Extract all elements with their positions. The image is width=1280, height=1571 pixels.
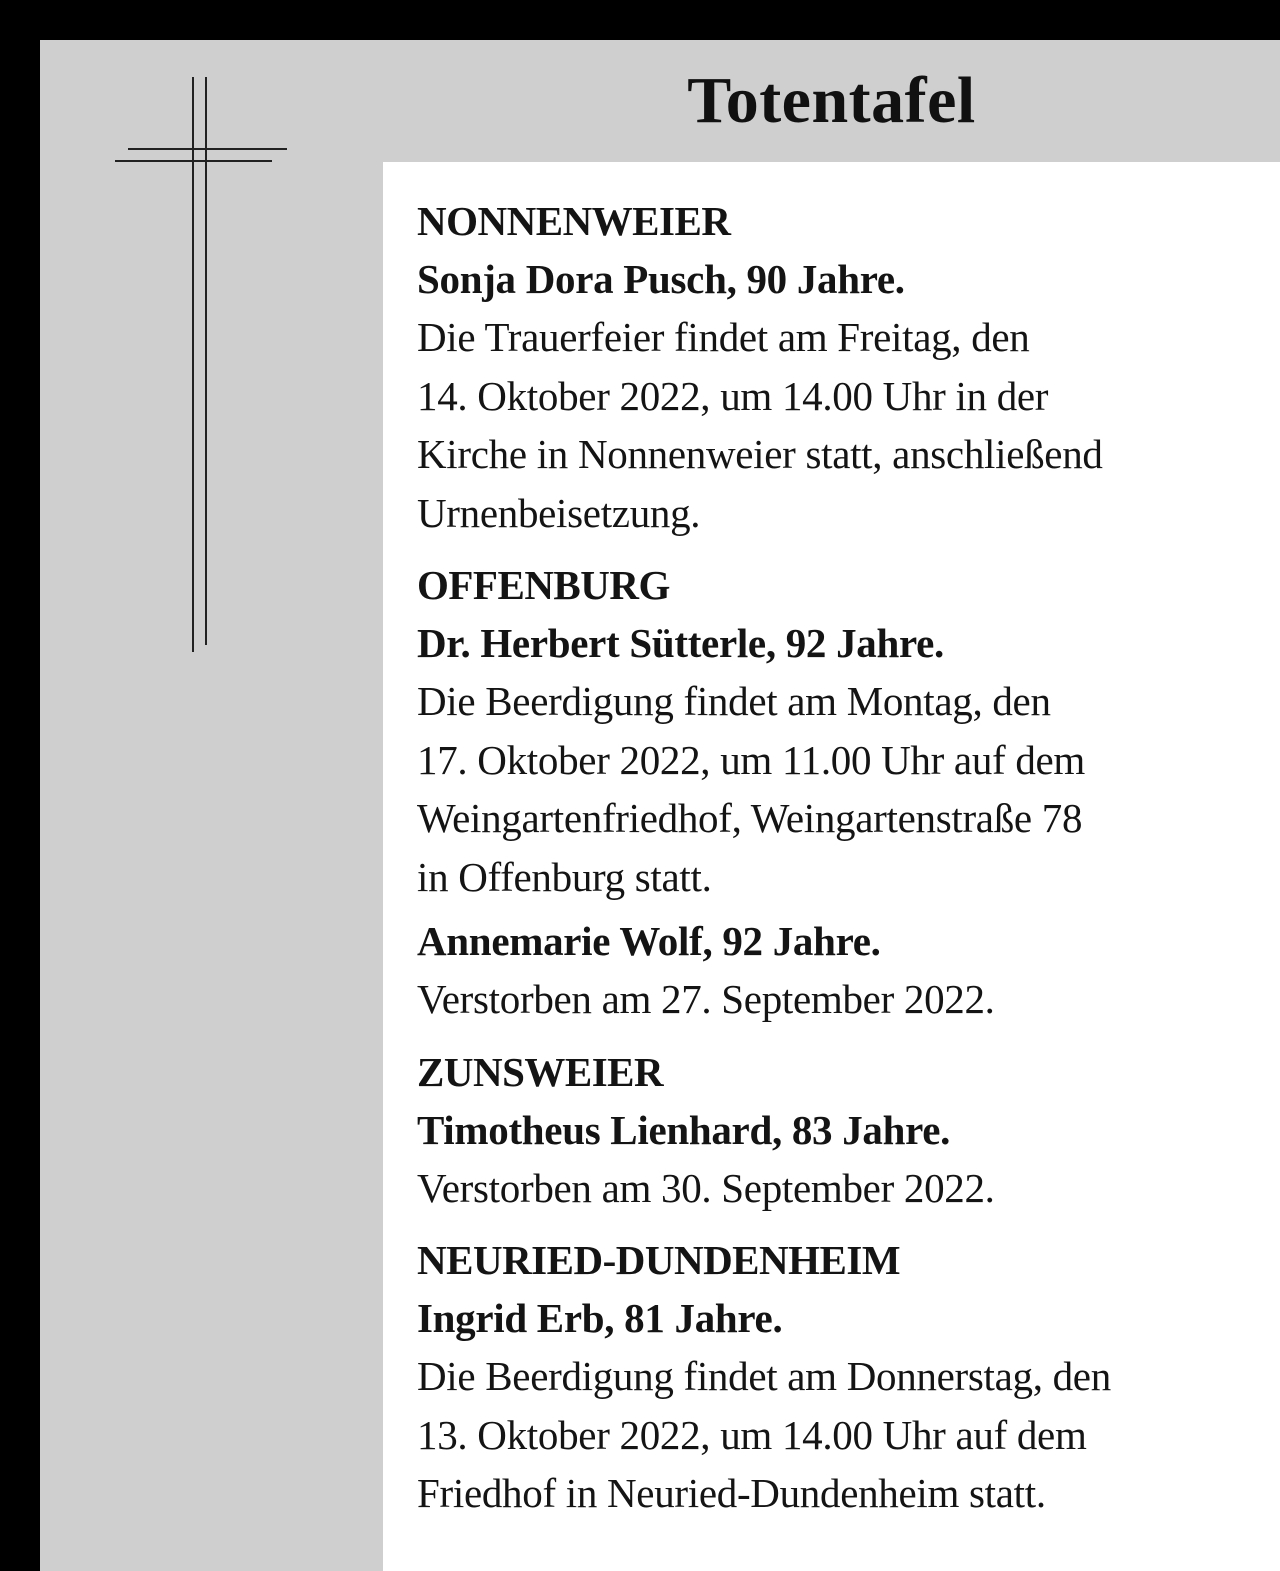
obituary-panel <box>40 40 1280 1571</box>
notice-line: Die Beerdigung findet am Montag, den <box>417 678 1051 724</box>
section-nonnenweier <box>417 192 1260 542</box>
deceased-name: Ingrid Erb, 81 Jahre. <box>417 1295 783 1341</box>
cross-icon <box>40 40 383 740</box>
place-heading: ZUNSWEIER <box>417 1048 664 1095</box>
obituary-list <box>383 162 1280 1571</box>
notice-line: 14. Oktober 2022, um 14.00 Uhr in der <box>417 372 1049 419</box>
page-title: Totentafel <box>687 64 976 137</box>
notice-line: Urnenbeisetzung. <box>417 489 701 536</box>
notice-line: Die Beerdigung findet am Donnerstag, den <box>417 1353 1111 1399</box>
notice-line: Verstorben am 27. September 2022. <box>417 976 995 1022</box>
notice-line: Kirche in Nonnenweier statt, anschließend <box>417 431 1103 477</box>
cross-horizontal-line-bottom <box>115 160 272 162</box>
notice-line: Die Trauerfeier findet am Freitag, den <box>417 314 1030 360</box>
section-zunsweier <box>417 1043 1260 1218</box>
cross-vertical-line-right <box>205 77 207 645</box>
section-neuried-dundenheim <box>417 1231 1260 1523</box>
notice-line: in Offenburg statt. <box>417 853 712 900</box>
deceased-name: Timotheus Lienhard, 83 Jahre. <box>417 1106 951 1153</box>
notice-line: Friedhof in Neuried-Dundenheim statt. <box>417 1470 1046 1516</box>
place-heading: OFFENBURG <box>417 562 670 608</box>
place-heading: NEURIED-DUNDENHEIM <box>417 1237 901 1283</box>
cross-horizontal-line-top <box>128 148 287 150</box>
place-heading: NONNENWEIER <box>417 198 731 244</box>
notice-line: Verstorben am 30. September 2022. <box>417 1164 995 1211</box>
section-offenburg <box>417 556 1260 1029</box>
notice-line: Weingartenfriedhof, Weingartenstraße 78 <box>417 795 1083 841</box>
deceased-name: Annemarie Wolf, 92 Jahre. <box>417 918 881 964</box>
notice-line: 17. Oktober 2022, um 11.00 Uhr auf dem <box>417 736 1086 783</box>
deceased-name: Sonja Dora Pusch, 90 Jahre. <box>417 256 905 302</box>
notice-line: 13. Oktober 2022, um 14.00 Uhr auf dem <box>417 1411 1087 1458</box>
deceased-name: Dr. Herbert Sütterle, 92 Jahre. <box>417 620 944 666</box>
cross-vertical-line-left <box>192 77 194 652</box>
